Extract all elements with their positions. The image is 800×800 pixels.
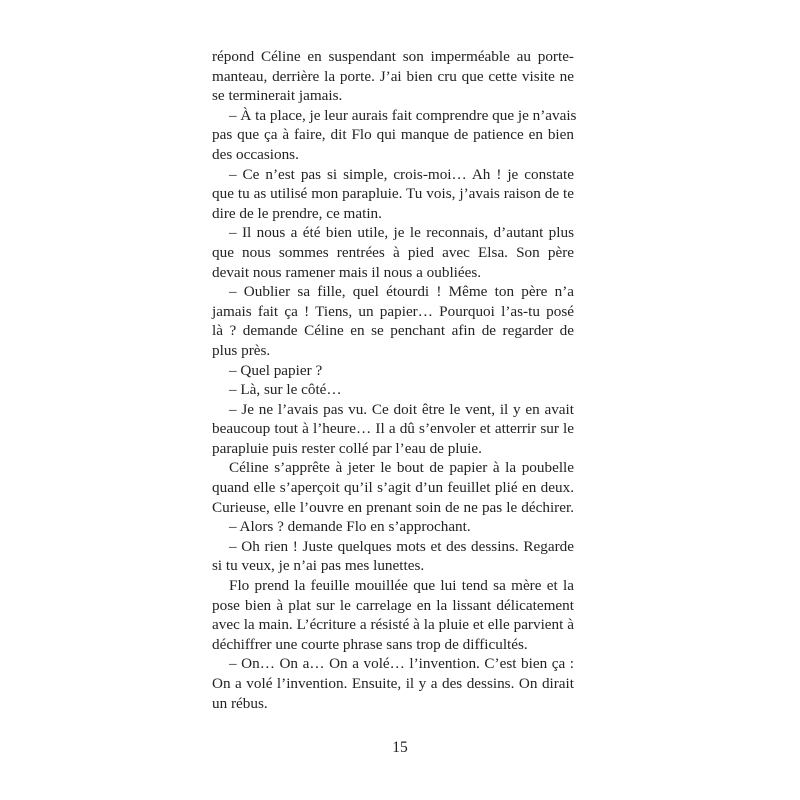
text-line: avec la main. L’écriture a résisté à la pluie et elle parvient à [212,616,574,634]
text-line: pose bien à plat sur le carrelage en la lissant délicatement [212,596,574,614]
text-line: – Alors ? demande Flo en s’approchant. [229,518,471,536]
text-line: parapluie puis rester collé par l’eau de pluie. [212,439,482,457]
text-line: se terminerait jamais. [212,87,343,105]
text-line: – Là, sur le côté… [229,381,342,399]
text-line: pas que ça à faire, dit Flo qui manque de patience en bien [212,126,574,144]
text-line: déchiffrer une courte phrase sans trop de difficultés. [212,635,528,653]
text-line: quand elle s’aperçoit qu’il s’agit d’un feuillet plié en deux. [212,479,574,497]
text-line: jamais fait ça ! Tiens, un papier… Pourquoi l’as-tu posé [212,302,574,320]
text-line: beaucoup tout à l’heure… Il a dû s’envoler et atterrir sur le [212,420,574,438]
text-line: dire de le prendre, ce matin. [212,204,382,222]
text-line: Céline s’apprête à jeter le bout de papier à la poubelle [229,459,574,477]
text-line: si tu veux, je n’ai pas mes lunettes. [212,557,425,575]
text-line: – Oublier sa fille, quel étourdi ! Même ton père n’a [229,283,574,301]
text-line: que tu as utilisé mon parapluie. Tu vois, j’avais raison de te [212,185,574,203]
text-line: – On… On a… On a volé… l’invention. C’est bien ça : [229,655,574,673]
text-line: répond Céline en suspendant son imperméable au porte- [212,48,574,65]
text-line: On a volé l’invention. Ensuite, il y a des dessins. On dirait [212,675,574,692]
text-line: des occasions. [212,145,299,163]
text-line: plus près. [212,341,271,359]
text-line: Curieuse, elle l’ouvre en prenant soin de ne pas le déchirer. [212,498,574,516]
text-line: devait nous ramener mais il nous a oubliées. [212,263,482,281]
page-number: 15 [392,739,408,756]
text-line: que nous sommes rentrées à pied avec Elsa. Son père [212,243,574,261]
text-line: – À ta place, je leur aurais fait comprendre que je n’avais [229,106,577,124]
text-line: – Oh rien ! Juste quelques mots et des dessins. Regarde [229,537,574,555]
body-text [212,47,577,713]
text-line: Flo prend la feuille mouillée que lui tend sa mère et la [229,577,574,595]
text-line: – Je ne l’avais pas vu. Ce doit être le vent, il y en avait [229,400,574,418]
text-line: – Quel papier ? [229,361,323,379]
text-line: manteau, derrière la porte. J’ai bien cru que cette visite ne [212,67,574,85]
text-line: un rébus. [212,694,268,712]
text-line: – Ce n’est pas si simple, crois-moi… Ah ! je constate [229,165,574,183]
text-line: – Il nous a été bien utile, je le reconnais, d’autant plus [229,224,574,242]
text-line: là ? demande Céline en se penchant afin de regarder de [212,322,574,340]
